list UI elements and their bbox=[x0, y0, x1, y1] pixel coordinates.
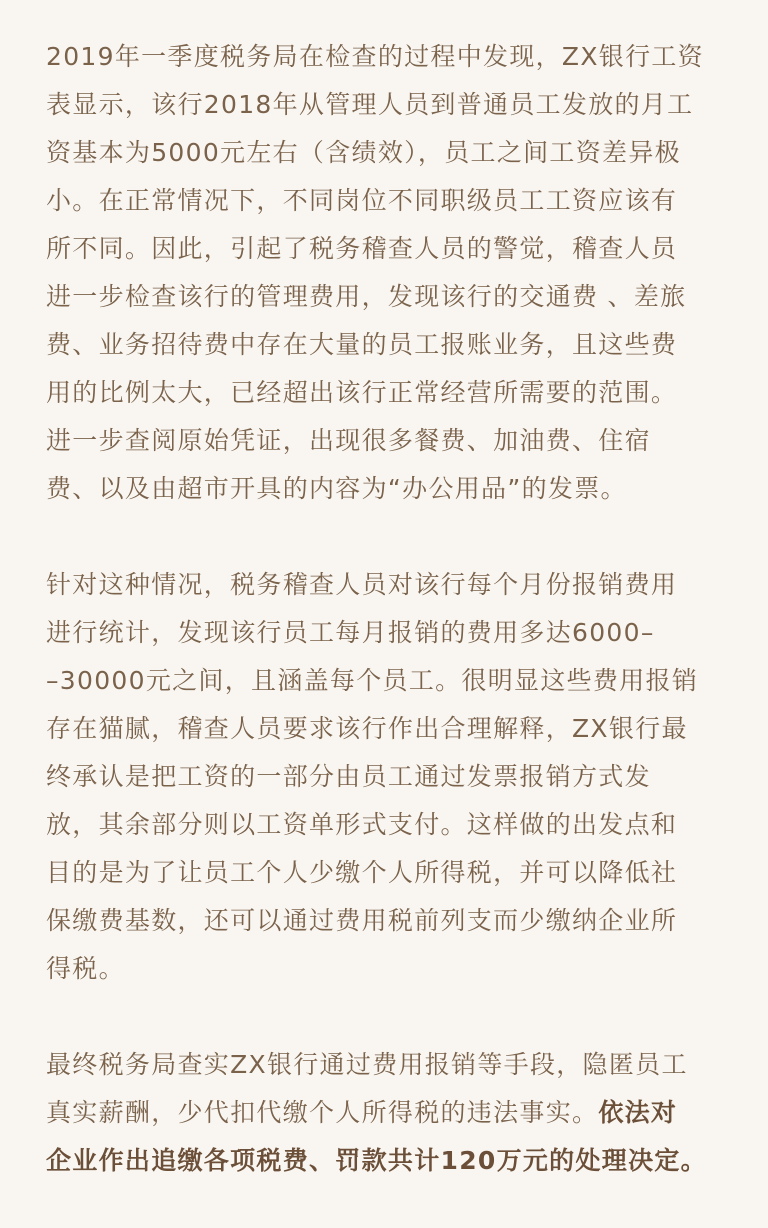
paragraph-line: 放，其余部分则以工资单形式支付。这样做的出发点和 bbox=[46, 810, 678, 839]
paragraph-line: 得税。 bbox=[46, 954, 125, 983]
paragraph-line: 表显示，该行2018年从管理人员到普通员工发放的月工 bbox=[46, 90, 694, 119]
paragraph-3 bbox=[46, 1041, 734, 1185]
paragraph-text: 真实薪酬，少代扣代缴个人所得税的违法事实。 bbox=[46, 1098, 599, 1127]
paragraph-line: 进一步检查该行的管理费用，发现该行的交通费 、差旅 bbox=[46, 282, 687, 311]
paragraph-line: 终承认是把工资的一部分由员工通过发票报销方式发 bbox=[46, 762, 651, 791]
paragraph-gap bbox=[46, 993, 734, 1041]
paragraph-line: 保缴费基数，还可以通过费用税前列支而少缴纳企业所 bbox=[46, 906, 678, 935]
paragraph-line: 所不同。因此，引起了税务稽查人员的警觉，稽查人员 bbox=[46, 234, 678, 263]
paragraph-line: 资基本为5000元左右（含绩效），员工之间工资差异极 bbox=[46, 138, 681, 167]
paragraph-line: 针对这种情况，税务稽查人员对该行每个月份报销费用 bbox=[46, 570, 678, 599]
paragraph-line: 费、业务招待费中存在大量的员工报账业务，且这些费 bbox=[46, 330, 678, 359]
emphasis-line: 企业作出追缴各项税费、罚款共计120万元的处理决定。 bbox=[46, 1146, 707, 1175]
paragraph-line bbox=[46, 1089, 734, 1137]
paragraph-line: 费、以及由超市开具的内容为“办公用品”的发票。 bbox=[46, 474, 627, 503]
paragraph-2 bbox=[46, 561, 734, 993]
paragraph-line: 目的是为了让员工个人少缴个人所得税，并可以降低社 bbox=[46, 858, 678, 887]
paragraph-1 bbox=[46, 33, 734, 513]
paragraph-line: 小。在正常情况下，不同岗位不同职级员工工资应该有 bbox=[46, 186, 678, 215]
paragraph-line: 进一步查阅原始凭证，出现很多餐费、加油费、住宿 bbox=[46, 426, 651, 455]
paragraph-line: 最终税务局查实ZX银行通过费用报销等手段，隐匿员工 bbox=[46, 1050, 688, 1079]
paragraph-line: –30000元之间，且涵盖每个员工。很明显这些费用报销 bbox=[46, 666, 699, 695]
paragraph-line: 2019年一季度税务局在检查的过程中发现，ZX银行工资 bbox=[46, 42, 704, 71]
paragraph-line: 用的比例太大，已经超出该行正常经营所需要的范围。 bbox=[46, 378, 678, 407]
paragraph-gap bbox=[46, 513, 734, 561]
paragraph-line: 存在猫腻，稽查人员要求该行作出合理解释，ZX银行最 bbox=[46, 714, 688, 743]
emphasis-text: 依法对 bbox=[598, 1098, 678, 1127]
paragraph-line: 进行统计，发现该行员工每月报销的费用多达6000– bbox=[46, 618, 655, 647]
